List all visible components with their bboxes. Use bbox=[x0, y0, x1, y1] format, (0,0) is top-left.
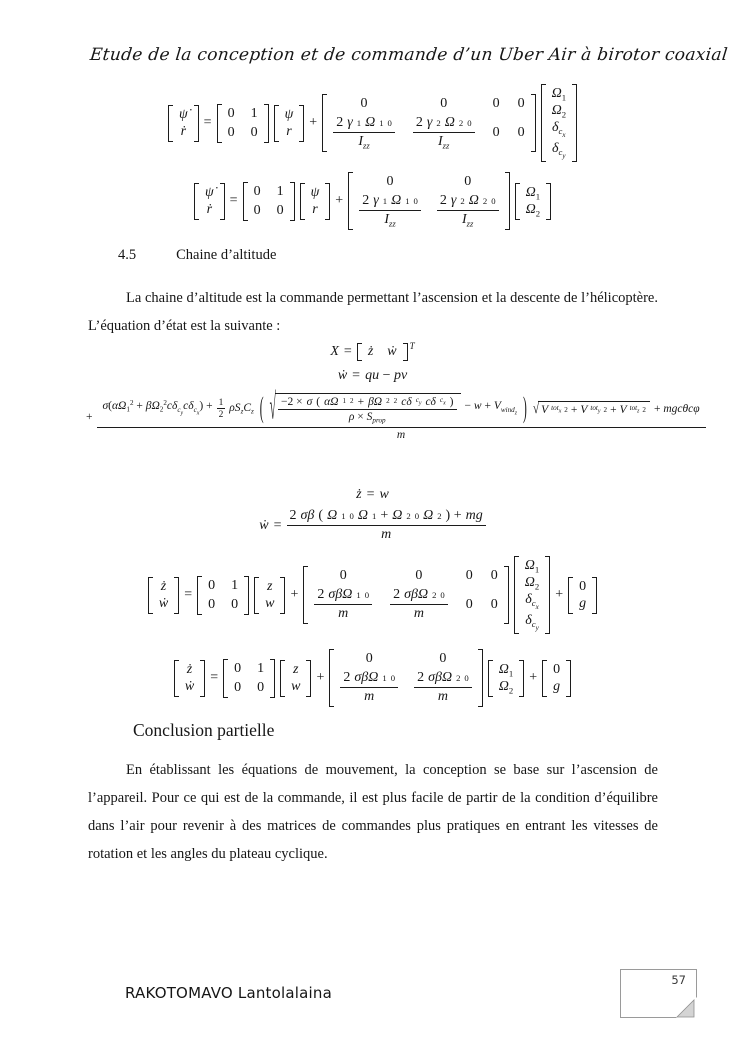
bracketed-matrix bbox=[303, 566, 508, 624]
plus-sign: + bbox=[555, 587, 564, 603]
fraction-numerator: 2 γ 1 Ω 1 0 bbox=[359, 193, 421, 211]
matrix-cell: $\Omega_1$ bbox=[551, 86, 567, 103]
math-row bbox=[174, 649, 571, 707]
fraction-denominator: m bbox=[396, 428, 406, 441]
matrix-cell: ẇ bbox=[184, 678, 195, 694]
matrix-cell: 0 bbox=[440, 96, 448, 112]
fraction-denominator: $I_{zz}$ bbox=[358, 134, 370, 151]
fraction-denominator: m bbox=[437, 689, 448, 704]
bracketed-vector bbox=[541, 84, 577, 162]
matrix-cell: 0 bbox=[360, 96, 368, 112]
fraction-numerator bbox=[97, 389, 706, 429]
matrix-cell: g bbox=[579, 595, 587, 611]
page-corner-fold-icon bbox=[673, 994, 697, 1018]
matrix-cell: ψ bbox=[310, 184, 320, 200]
main-fraction bbox=[97, 389, 706, 441]
fraction bbox=[314, 587, 372, 622]
bracketed-matrix bbox=[217, 104, 269, 143]
math-row bbox=[148, 556, 597, 634]
matrix-cell: r bbox=[286, 123, 292, 139]
right-bracket bbox=[531, 94, 536, 152]
page-header-title: Etude de la conception et de commande d’un Uber Air à birotor coaxial bbox=[88, 45, 729, 65]
fraction bbox=[287, 508, 486, 543]
right-bracket bbox=[478, 649, 483, 707]
matrix-cell: 0 bbox=[517, 124, 525, 140]
math-row bbox=[356, 487, 389, 503]
plus-sign: + bbox=[86, 410, 93, 423]
matrix-cell: ż bbox=[367, 344, 374, 359]
bracketed-vector bbox=[194, 183, 225, 220]
matrix-cell: 0 bbox=[492, 124, 500, 140]
plus-sign: + bbox=[335, 193, 344, 208]
math-term: ẇ bbox=[259, 517, 269, 533]
equation-yaw-state-full bbox=[0, 84, 745, 162]
bracketed-vector bbox=[300, 183, 331, 220]
equals-sign: = bbox=[273, 517, 282, 533]
matrix-cell: $\Omega_2$ bbox=[498, 678, 514, 695]
bracketed-vector bbox=[280, 660, 311, 697]
matrix-cell: $\Omega_2$ bbox=[525, 201, 541, 218]
matrix-cell: z bbox=[267, 578, 273, 594]
matrix-cell: 0 bbox=[250, 124, 258, 140]
matrix-cell: ẇ bbox=[158, 595, 169, 611]
bracketed-vector bbox=[568, 577, 597, 614]
conclusion-paragraph: En établissant les équations de mouvement, la conception se base sur l’ascension de l’appareil. Pour ce qui est de la commande, il est plus facile de partir de la condition d’équilibre dans l’air pour revenir à des matrices de commandes plus pratiques en entrant les vitesses de rotation et les angles du plateau cyclique. bbox=[88, 762, 658, 862]
matrix-cell: 0 bbox=[415, 568, 423, 584]
matrix-cell: $\Omega_1$ bbox=[498, 661, 514, 678]
fraction-denominator: $I_{zz}$ bbox=[438, 134, 450, 151]
fraction bbox=[390, 587, 448, 622]
matrix-cell: 1 bbox=[231, 577, 239, 593]
fraction-denominator: $\rho \times S_{prop}$ bbox=[348, 411, 386, 425]
footer-author: RAKOTOMAVO Lantolalaina bbox=[125, 984, 332, 1002]
bracketed-matrix bbox=[243, 182, 295, 221]
fraction-numerator: −2 × σ ( αΩ 1 2 + βΩ 2 2 cδ $c_y$ cδ $c_x$ ) bbox=[278, 396, 457, 410]
math-term: qu − pv bbox=[365, 368, 408, 383]
fraction bbox=[333, 115, 395, 150]
matrix-cell: 0 bbox=[465, 596, 473, 612]
equation-altitude-state-reduced bbox=[0, 649, 745, 707]
matrix-cell: ψ̇ bbox=[178, 106, 188, 122]
matrix-cell: 0 bbox=[208, 577, 216, 593]
math-term: ẇ bbox=[337, 368, 348, 383]
right-bracket bbox=[566, 660, 571, 697]
matrix-cell: r bbox=[312, 201, 318, 217]
matrix-cell: $\delta_{c_x}$ bbox=[552, 120, 566, 140]
matrix-cell: ż bbox=[160, 578, 167, 594]
matrix-cell: 1 bbox=[257, 660, 265, 676]
section-heading bbox=[118, 247, 276, 264]
one-half-fraction bbox=[217, 398, 226, 420]
fraction-numerator: 2 σβΩ 1 0 bbox=[314, 587, 372, 605]
matrix-cell: 0 bbox=[465, 568, 473, 584]
math-row bbox=[259, 508, 485, 543]
equals-sign: = bbox=[343, 344, 352, 359]
bracketed-vector bbox=[254, 577, 285, 614]
right-bracket bbox=[545, 556, 550, 634]
fraction-numerator: 1 bbox=[218, 397, 224, 408]
matrix-cell: $\delta_{c_y}$ bbox=[552, 140, 566, 161]
fraction-numerator: 2 σβ ( Ω 1 0 Ω 1 + Ω 2 0 Ω 2 ) + mg bbox=[287, 508, 486, 526]
right-bracket bbox=[290, 182, 295, 221]
matrix-cell: ṙ bbox=[180, 123, 187, 139]
equation-state-vector bbox=[0, 343, 745, 361]
matrix-cell: 0 bbox=[490, 568, 498, 584]
matrix-cell: 0 bbox=[231, 596, 239, 612]
matrix-cell: 0 bbox=[234, 679, 242, 695]
bracketed-row-vector bbox=[357, 343, 408, 361]
bracketed-vector bbox=[168, 105, 199, 142]
matrix-cell: 1 bbox=[250, 105, 258, 121]
bracketed-vector bbox=[274, 105, 305, 142]
right-bracket bbox=[403, 343, 408, 361]
right-bracket bbox=[194, 105, 199, 142]
matrix-cell: 0 bbox=[365, 651, 373, 666]
matrix-cell: $\delta_{c_x}$ bbox=[525, 592, 539, 612]
right-bracket bbox=[546, 183, 551, 220]
matrix-cell: 0 bbox=[553, 661, 561, 677]
plus-sign: + bbox=[529, 670, 538, 685]
fraction-numerator: 2 σβΩ 2 0 bbox=[390, 587, 448, 605]
radical-icon: √ bbox=[532, 400, 540, 418]
fraction bbox=[359, 193, 421, 228]
math-row bbox=[86, 389, 706, 441]
radical-icon: √ bbox=[269, 389, 276, 429]
matrix-cell: 0 bbox=[464, 174, 472, 189]
matrix-cell: 0 bbox=[227, 105, 235, 121]
square-root bbox=[533, 401, 650, 416]
math-row bbox=[338, 368, 407, 384]
right-bracket bbox=[280, 577, 285, 614]
right-bracket bbox=[572, 84, 577, 162]
matrix-cell: 0 bbox=[517, 96, 525, 112]
bracketed-matrix bbox=[223, 659, 275, 698]
right-bracket bbox=[504, 566, 509, 624]
fraction-denominator: 2 bbox=[218, 409, 224, 420]
matrix-cell: $\Omega_1$ bbox=[524, 558, 540, 575]
right-bracket bbox=[270, 659, 275, 698]
bracketed-vector bbox=[174, 660, 205, 697]
section-number: 4.5 bbox=[118, 247, 137, 263]
right-bracket bbox=[200, 660, 205, 697]
fraction-numerator: 2 γ 1 Ω 1 0 bbox=[333, 115, 395, 133]
fraction-denominator: $I_{zz}$ bbox=[462, 212, 474, 229]
bracketed-vector bbox=[514, 556, 550, 634]
right-bracket bbox=[244, 576, 249, 615]
math-term: ż bbox=[356, 487, 362, 502]
matrix-cell: 0 bbox=[234, 660, 242, 676]
matrix-cell: 0 bbox=[253, 183, 261, 199]
equation-altitude-force bbox=[0, 389, 745, 441]
equals-sign: = bbox=[210, 670, 219, 685]
right-bracket bbox=[299, 105, 304, 142]
intro-paragraph: La chaine d’altitude est la commande permettant l’ascension et la descente de l’hélicoptère. L’équation d’état est la suivante : bbox=[88, 290, 658, 334]
right-bracket bbox=[325, 183, 330, 220]
fraction-denominator: $I_{zz}$ bbox=[384, 212, 396, 229]
matrix-cell: ẇ bbox=[387, 344, 397, 359]
equals-sign: = bbox=[203, 115, 212, 131]
math-term: V tot$_x$ 2 + V tot$_y$ 2 + V tot$_z$ 2 bbox=[538, 401, 650, 416]
right-parenthesis: ) bbox=[522, 393, 527, 425]
math-term: − $w + V_{wind_z}$ bbox=[464, 400, 517, 417]
equation-yaw-state-reduced bbox=[0, 172, 745, 230]
matrix-cell: $\delta_{c_y}$ bbox=[525, 612, 539, 633]
fraction bbox=[413, 115, 475, 150]
matrix-cell: $\Omega_2$ bbox=[551, 103, 567, 120]
page-number: 57 bbox=[671, 973, 686, 987]
matrix-cell: 1 bbox=[276, 183, 284, 199]
fraction-numerator: 2 σβΩ 2 0 bbox=[414, 670, 472, 688]
math-term: $\rho S_zC_z$ bbox=[229, 402, 254, 416]
right-bracket bbox=[519, 660, 524, 697]
right-bracket bbox=[592, 577, 597, 614]
page-number-box bbox=[620, 969, 697, 1018]
fraction-numerator: 2 γ 2 Ω 2 0 bbox=[413, 115, 475, 133]
conclusion-title: Conclusion partielle bbox=[133, 720, 275, 740]
math-row bbox=[330, 343, 414, 361]
equation-zdot-w bbox=[0, 487, 745, 503]
equation-wdot-qu-pv bbox=[0, 368, 745, 384]
matrix-cell: w bbox=[291, 678, 301, 694]
fraction bbox=[278, 396, 457, 425]
matrix-cell: 0 bbox=[490, 596, 498, 612]
right-bracket bbox=[220, 183, 225, 220]
fraction-denominator: m bbox=[364, 689, 375, 704]
equation-wdot-linearized bbox=[0, 508, 745, 543]
math-term: + mgcθcφ bbox=[653, 402, 700, 415]
bracketed-matrix bbox=[322, 94, 535, 152]
fraction-denominator: m bbox=[381, 527, 392, 542]
bracketed-matrix bbox=[348, 172, 509, 230]
math-term: $\sigma(\alpha\Omega_1^2 + \beta\Omega_2^2c\delta_{c_y}c\delta_{c_x})$ + bbox=[102, 399, 213, 417]
math-term: X bbox=[330, 344, 339, 359]
math-row bbox=[168, 84, 577, 162]
matrix-cell: 0 bbox=[386, 174, 394, 189]
square-root bbox=[269, 389, 461, 429]
matrix-cell: $\Omega_1$ bbox=[525, 184, 541, 201]
fraction-numerator: 2 σβΩ 1 0 bbox=[340, 670, 398, 688]
matrix-cell: 0 bbox=[276, 202, 284, 218]
fraction bbox=[437, 193, 499, 228]
right-bracket bbox=[306, 660, 311, 697]
bracketed-vector bbox=[515, 183, 551, 220]
math-term: w bbox=[379, 487, 389, 502]
matrix-cell: ż bbox=[186, 661, 193, 677]
matrix-cell: 0 bbox=[227, 124, 235, 140]
left-parenthesis: ( bbox=[259, 393, 264, 425]
transpose-superscript: T bbox=[409, 341, 415, 351]
matrix-cell: g bbox=[553, 678, 561, 694]
bracketed-vector bbox=[148, 577, 179, 614]
equals-sign: = bbox=[184, 587, 193, 603]
matrix-cell: $\Omega_2$ bbox=[524, 575, 540, 592]
matrix-cell: 0 bbox=[339, 568, 347, 584]
matrix-cell: ṙ bbox=[206, 201, 213, 217]
bracketed-matrix bbox=[197, 576, 249, 615]
plus-sign: + bbox=[316, 670, 325, 685]
matrix-cell: w bbox=[265, 595, 275, 611]
section-title: Chaine d’altitude bbox=[176, 247, 277, 263]
fraction-denominator: m bbox=[413, 606, 424, 622]
fraction bbox=[340, 670, 398, 705]
equals-sign: = bbox=[366, 487, 375, 502]
fraction-denominator: m bbox=[338, 606, 349, 622]
matrix-cell: 0 bbox=[492, 96, 500, 112]
matrix-cell: 0 bbox=[208, 596, 216, 612]
matrix-cell: 0 bbox=[253, 202, 261, 218]
matrix-cell: z bbox=[293, 661, 299, 677]
matrix-cell: ψ bbox=[284, 106, 294, 122]
bracketed-vector bbox=[488, 660, 524, 697]
matrix-cell: 0 bbox=[579, 578, 587, 594]
bracketed-vector bbox=[542, 660, 571, 697]
equals-sign: = bbox=[229, 193, 238, 208]
right-bracket bbox=[174, 577, 179, 614]
fraction-numerator: 2 γ 2 Ω 2 0 bbox=[437, 193, 499, 211]
math-row bbox=[194, 172, 551, 230]
equation-altitude-state-full bbox=[0, 556, 745, 634]
matrix-cell: 0 bbox=[257, 679, 265, 695]
matrix-cell: 0 bbox=[439, 651, 447, 666]
plus-sign: + bbox=[309, 115, 318, 131]
right-bracket bbox=[264, 104, 269, 143]
right-bracket bbox=[505, 172, 510, 230]
bracketed-matrix bbox=[329, 649, 482, 707]
plus-sign: + bbox=[290, 587, 299, 603]
matrix-cell: ψ̇ bbox=[204, 184, 214, 200]
fraction bbox=[414, 670, 472, 705]
equals-sign: = bbox=[352, 368, 361, 383]
